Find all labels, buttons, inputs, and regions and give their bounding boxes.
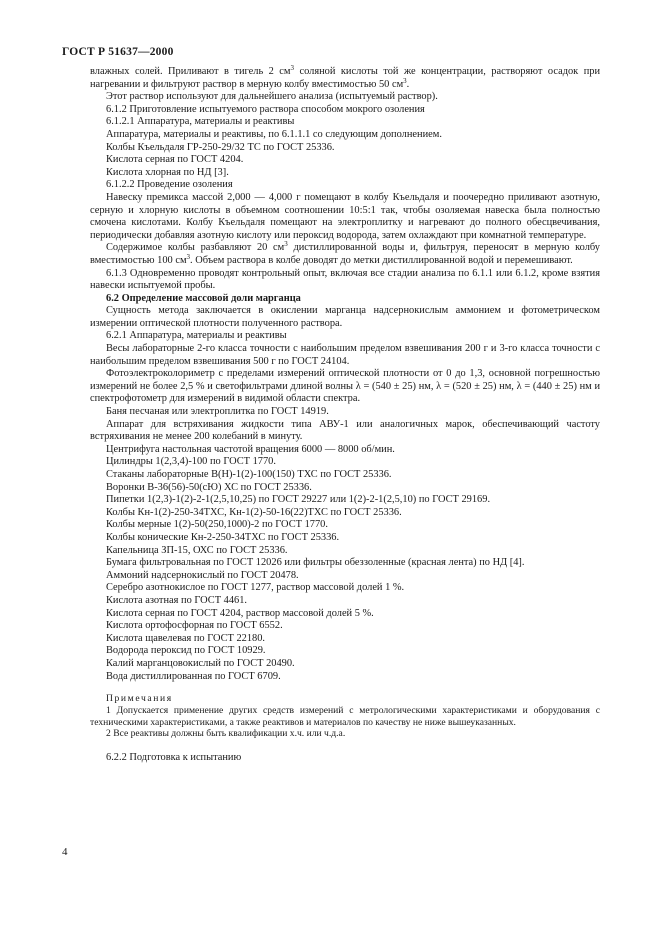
paragraph: Аппарат для встряхивания жидкости типа АВУ-1 или аналогичных марок, обеспечивающий частоту встряхивания не менее 200 колебаний в минуту. bbox=[90, 418, 600, 443]
list-item: Цилиндры 1(2,3,4)-100 по ГОСТ 1770. bbox=[106, 456, 276, 468]
list-item: Кислота щавелевая по ГОСТ 22180. bbox=[106, 632, 266, 644]
note-item: 1 Допускается применение других средств измерений с метрологическими характеристиками и оборудования с техническими характеристиками, а также реактивов и материалов по качеству не ниже вышеуказанных. bbox=[90, 704, 600, 728]
body-text bbox=[90, 66, 600, 765]
section-heading: 6.2.1 Аппаратура, материалы и реактивы bbox=[106, 330, 287, 342]
paragraph: 6.1.3 Одновременно проводят контрольный опыт, включая все стадии анализа по 6.1.1 или 6.1.2, кроме взятия навески испытуемой пробы. bbox=[90, 267, 600, 292]
list-item: Пипетки 1(2,3)-1(2)-2-1(2,5,10,25) по ГОСТ 29227 или 1(2)-2-1(2,5,10) по ГОСТ 29169. bbox=[106, 494, 491, 506]
spacer bbox=[90, 740, 600, 752]
section-heading: 6.1.2.2 Проведение озоления bbox=[106, 179, 233, 191]
list-item: Стаканы лабораторные В(Н)-1(2)-100(150) ТХС по ГОСТ 25336. bbox=[106, 469, 392, 480]
page-header: ГОСТ Р 51637—2000 bbox=[62, 46, 174, 58]
list-item: Центрифуга настольная частотой вращения 6000 — 8000 об/мин. bbox=[106, 443, 395, 455]
list-item: Кислота хлорная по НД [3]. bbox=[106, 166, 229, 178]
spacer bbox=[90, 683, 600, 693]
paragraph: Весы лабораторные 2-го класса точности с наибольшим пределом взвешивания 200 г и 3-го класса точности с наибольшим пределом взвешивания 500 г по ГОСТ 24104. bbox=[90, 343, 600, 367]
list-item: Кислота серная по ГОСТ 4204. bbox=[106, 154, 244, 166]
list-item: Кислота ортофосфорная по ГОСТ 6552. bbox=[106, 620, 283, 632]
section-heading-bold: 6.2 Определение массовой доли марганца bbox=[106, 292, 301, 304]
list-item: Колбы конические Кн-2-250-34ТХС по ГОСТ 25336. bbox=[106, 531, 340, 543]
list-item: Серебро азотнокислое по ГОСТ 1277, раствор массовой долей 1 %. bbox=[106, 582, 405, 594]
list-item: Аммоний надсернокислый по ГОСТ 20478. bbox=[106, 569, 299, 581]
list-item: Вода дистиллированная по ГОСТ 6709. bbox=[106, 670, 281, 682]
page-number: 4 bbox=[62, 846, 68, 858]
list-item: Колбы Кн-1(2)-250-34ТХС, Кн-1(2)-50-16(22)ТХС по ГОСТ 25336. bbox=[106, 506, 402, 518]
paragraph: Этот раствор используют для дальнейшего анализа (испытуемый раствор). bbox=[106, 91, 438, 103]
paragraph: Навеску премикса массой 2,000 — 4,000 г помещают в колбу Къельдаля и поочередно приливают азотную, серную и хлорную кислоты в объемном соотношении 10:5:1 так, чтобы озоляемая навеска была полностью смочена кислотами. Колбу Къельдаля помещают на электроплитку и нагревают до полного обесцвечивания, периодически добавляя азотную кислоту или пероксид водорода, затем охлаждают при комнатной температуре. bbox=[90, 191, 600, 241]
note-item: 2 Все реактивы должны быть квалификации х.ч. или ч.д.а. bbox=[106, 728, 346, 740]
notes-heading: Примечания bbox=[106, 693, 173, 705]
paragraph: Фотоэлектроколориметр с пределами измерений оптической плотности от 0 до 1,3, основной погрешностью измерений не более 2,5 % и светофильтрами длиной волны λ = (540 ± 25) нм, λ = (520 ± 25) нм, λ = (440 ± 25) нм и спектрофотометр для измерений в видимой области спектра. bbox=[90, 368, 600, 405]
list-item: Кислота серная по ГОСТ 4204, раствор массовой долей 5 %. bbox=[106, 607, 374, 619]
list-item: Колбы мерные 1(2)-50(250,1000)-2 по ГОСТ 1770. bbox=[106, 519, 328, 531]
list-item: Бумага фильтровальная по ГОСТ 12026 или фильтры обеззоленные (красная лента) по НД [4]. bbox=[106, 557, 525, 569]
list-item: Воронки В-36(56)-50(сЮ) ХС по ГОСТ 25336. bbox=[106, 481, 312, 493]
list-item: Капельница ЗП-15, ОХС по ГОСТ 25336. bbox=[106, 544, 288, 556]
paragraph: Содержимое колбы разбавляют 20 $см^3$ дистиллированной воды и, фильтруя, переносят в мерную колбу вместимостью 100 $см^3$. Объем раствора в колбе доводят до метки дистиллированной водой и перемешивают. bbox=[90, 240, 600, 266]
list-item: Колбы Къельдаля ГР-250-29/32 ТС по ГОСТ 25336. bbox=[106, 141, 335, 153]
list-item: Кислота азотная по ГОСТ 4461. bbox=[106, 594, 248, 606]
paragraph: Сущность метода заключается в окислении марганца надсернокислым аммонием и фотометрическом измерении оптической плотности полученного раствора. bbox=[90, 305, 600, 329]
paragraph: Аппаратура, материалы и реактивы, по 6.1.1.1 со следующим дополнением. bbox=[106, 128, 442, 140]
paragraph: влажных солей. Приливают в тигель 2 $см^3$ соляной кислоты той же концентрации, растворяют осадок при нагревании и фильтруют раствор в мерную колбу вместимостью 50 $см^3$. bbox=[90, 64, 601, 90]
section-heading: 6.2.2 Подготовка к испытанию bbox=[106, 752, 242, 764]
section-heading: 6.1.2 Приготовление испытуемого раствора способом мокрого озоления bbox=[106, 103, 425, 115]
list-item: Баня песчаная или электроплитка по ГОСТ 14919. bbox=[106, 406, 329, 418]
list-item: Водорода пероксид по ГОСТ 10929. bbox=[106, 645, 266, 657]
list-item: Калий марганцовокислый по ГОСТ 20490. bbox=[106, 657, 295, 669]
section-heading: 6.1.2.1 Аппаратура, материалы и реактивы bbox=[106, 116, 295, 128]
